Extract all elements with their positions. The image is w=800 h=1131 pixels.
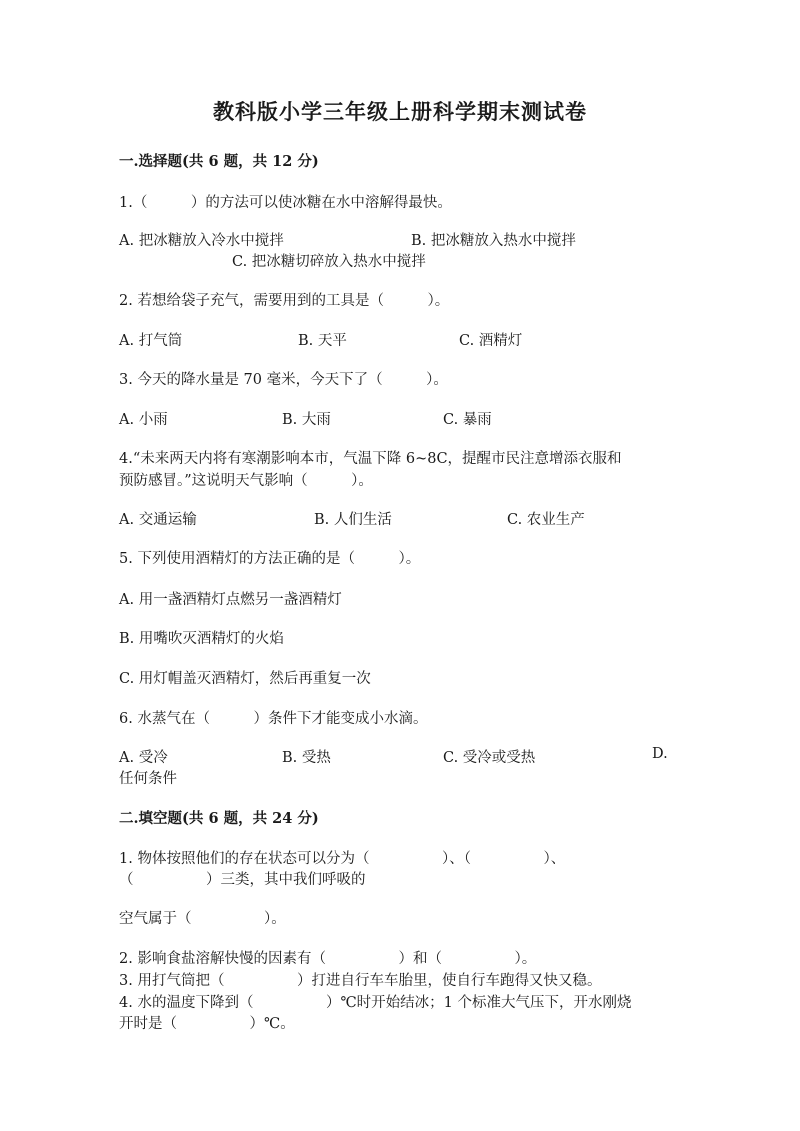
question-6-option-d-letter: D. [652,746,668,762]
question-5-option-b: B. 用嘴吹灭酒精灯的火焰 [119,631,284,647]
question-3-stem: 3. 今天的降水量是 70 毫米，今天下了（ ）。 [119,372,448,388]
question-5-option-c: C. 用灯帽盖灭酒精灯，然后再重复一次 [119,671,371,687]
question-6-option-b: B. 受热 [282,750,331,766]
question-6-option-d-text: 任何条件 [119,771,177,787]
question-1-option-b: B. 把冰糖放入热水中搅拌 [411,233,576,249]
fill-1-line-1: 1. 物体按照他们的存在状态可以分为（ ）、（ ）、 [119,851,566,867]
question-6-option-c: C. 受冷或受热 [443,750,536,766]
question-4-option-b: B. 人们生活 [314,512,392,528]
fill-4-line-2: 开时是（ ）℃。 [119,1016,295,1032]
fill-2: 2. 影响食盐溶解快慢的因素有（ ）和（ ）。 [119,951,537,967]
question-2-option-c: C. 酒精灯 [459,333,523,349]
question-4-option-c: C. 农业生产 [507,512,585,528]
fill-3: 3. 用打气筒把（ ）打进自行车车胎里，使自行车跑得又快又稳。 [119,973,602,989]
question-6-option-a: A. 受冷 [119,750,168,766]
question-3-option-b: B. 大雨 [282,412,331,428]
question-4-stem-line-2: 预防感冒。”这说明天气影响（ ）。 [119,473,373,489]
question-6-stem: 6. 水蒸气在（ ）条件下才能变成小水滴。 [119,711,428,727]
question-3-option-a: A. 小雨 [119,412,168,428]
section-heading-choice: 一.选择题(共 6 题，共 12 分) [119,153,319,170]
section-heading-fill: 二.填空题(共 6 题，共 24 分) [119,810,319,827]
fill-4-line-1: 4. 水的温度下降到（ ）℃时开始结冰；1 个标准大气压下，开水刚烧 [119,995,632,1011]
fill-1-line-2: （ ）三类，其中我们呼吸的 [119,872,366,888]
page-title: 教科版小学三年级上册科学期末测试卷 [213,99,587,124]
question-2-stem: 2. 若想给袋子充气，需要用到的工具是（ ）。 [119,293,450,309]
question-2-option-a: A. 打气筒 [119,333,183,349]
question-3-option-c: C. 暴雨 [443,412,492,428]
question-2-option-b: B. 天平 [298,333,347,349]
question-5-option-a: A. 用一盏酒精灯点燃另一盏酒精灯 [119,592,342,608]
question-4-option-a: A. 交通运输 [119,512,197,528]
fill-1-line-3: 空气属于（ ）。 [119,911,286,927]
question-1-option-c: C. 把冰糖切碎放入热水中搅拌 [232,254,426,270]
question-1-stem: 1.（ ）的方法可以使冰糖在水中溶解得最快。 [119,195,452,211]
question-5-stem: 5. 下列使用酒精灯的方法正确的是（ ）。 [119,551,421,567]
question-1-option-a: A. 把冰糖放入冷水中搅拌 [119,233,284,249]
question-4-stem-line-1: 4.“未来两天内将有寒潮影响本市，气温下降 6~8C，提醒市民注意增添衣服和 [119,451,622,467]
